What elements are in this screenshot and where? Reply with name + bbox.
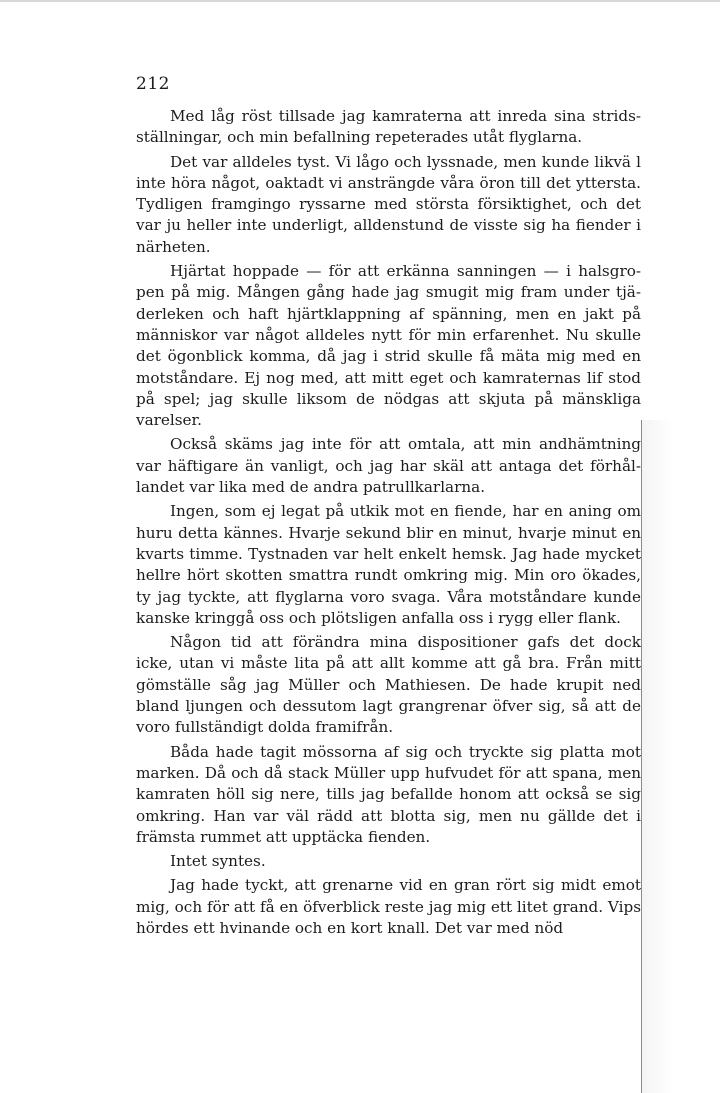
paragraph: Det var alldeles tyst. Vi lågo och lyssnade, men kunde likvä l inte höra något, oaktadt vi ansträngde våra öron till det yttersta. Tydligen framgingo ryssarne med största försiktighet, och det var ju heller inte underligt, alldenstund de visste sig ha fiender i närheten. bbox=[136, 152, 641, 256]
paragraph: Med låg röst tillsade jag kamraterna att inreda sina stridsställningar, och min befallning repeterades utåt flyglarna. bbox=[136, 107, 641, 147]
body-text bbox=[136, 106, 641, 939]
paragraph: Någon tid att förändra mina dispositioner gafs det dock icke, utan vi måste lita på att allt komme att gå bra. Från mitt gömställe såg jag Müller och Mathiesen. De hade krupit ned bland ljungen och dessutom lagt grangrenar öfver sig, så att de voro fullständigt dolda framifrån. bbox=[136, 633, 641, 737]
paragraph: Ingen, som ej legat på utkik mot en fiende, har en aning om huru detta kännes. Hvarje sekund blir en minut, hvarje minut en kvarts timme. Tystnaden var helt enkelt hemsk. Jag hade mycket hellre hört skotten smattra rundt omkring mig. Min oro ökades, ty jag tyckte, att flyglarna voro svaga. Våra motståndare kunde kanske kringgå oss och plötsligen anfalla oss i rygg eller flank. bbox=[136, 502, 641, 627]
page-gutter-line bbox=[641, 420, 642, 1093]
page-number: 212 bbox=[136, 74, 170, 94]
paragraph: Båda hade tagit mössorna af sig och tryckte sig platta mot marken. Då och då stack Müller upp hufvudet för att spana, men kamraten höll sig nere, tills jag befallde honom att också se sig omkring. Han var väl rädd att blotta sig, men nu gällde det i främsta rummet att upptäcka fienden. bbox=[136, 742, 641, 846]
paragraph: Jag hade tyckt, att grenarne vid en gran rört sig midt emot mig, och för att få en öfverblick reste jag mig ett litet grand. Vips hördes ett hvinande och en kort knall. Det var med nöd bbox=[136, 876, 641, 937]
paragraph: Intet syntes. bbox=[170, 852, 266, 871]
paragraph: Hjärtat hoppade — för att erkänna sanningen — i halsgropen på mig. Mången gång hade jag smugit mig fram under tjäderleken och haft hjärtklappning af spänning, men en jakt på människor var något alldeles nytt för min erfarenhet. Nu skulle det ögonblick komma, då jag i strid skulle få mäta mig med en motståndare. Ej nog med, att mitt eget och kamraternas lif stod på spel; jag skulle liksom de nödgas att skjuta på mänskliga varelser. bbox=[136, 262, 641, 430]
gutter-shadow bbox=[642, 420, 720, 1093]
paragraph: Också skäms jag inte för att omtala, att min andhämtning var häftigare än vanligt, och jag har skäl att antaga det förhållandet var lika med de andra patrullkarlarna. bbox=[136, 435, 641, 497]
page-top-edge bbox=[0, 0, 720, 2]
